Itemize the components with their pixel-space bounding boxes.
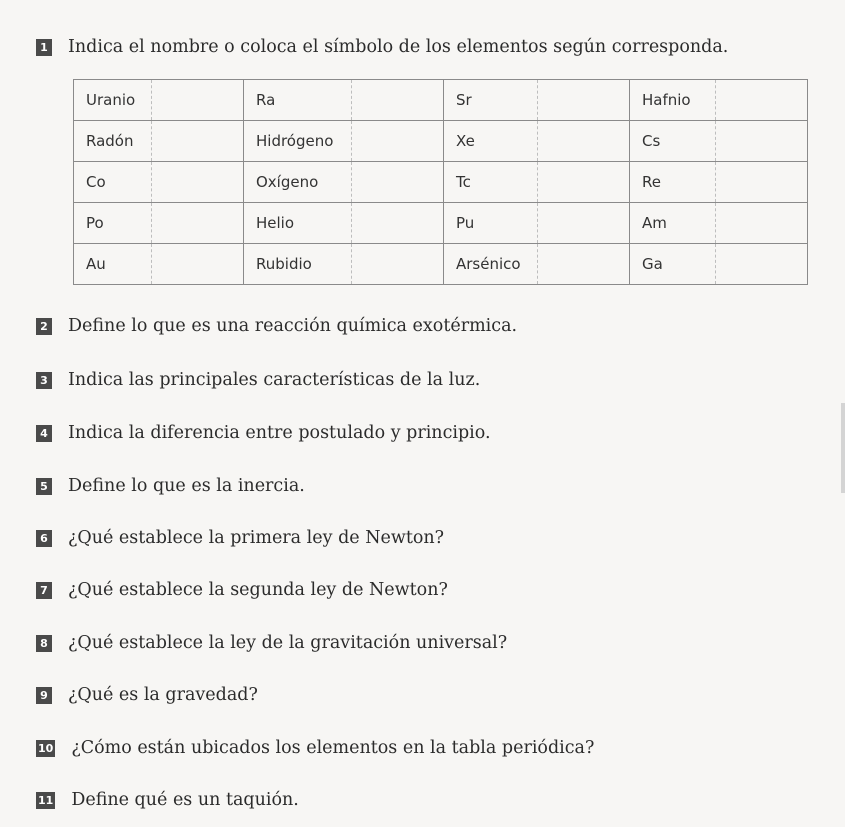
answer-cell[interactable] <box>716 80 808 121</box>
question-text: ¿Qué establece la ley de la gravitación universal? <box>68 633 508 653</box>
answer-cell[interactable] <box>716 162 808 203</box>
element-cell: Sr <box>444 80 538 121</box>
question-number-badge: 10 <box>38 741 54 755</box>
table-row <box>74 162 808 203</box>
question-number-badge: 6 <box>36 530 52 547</box>
question-text: ¿Qué es la gravedad? <box>68 685 258 705</box>
element-cell: Oxígeno <box>244 162 352 203</box>
answer-cell[interactable] <box>538 162 630 203</box>
answer-cell[interactable] <box>352 162 444 203</box>
question-3 <box>36 369 480 391</box>
answer-cell[interactable] <box>538 244 630 285</box>
answer-cell[interactable] <box>152 203 244 244</box>
element-cell: Uranio <box>74 80 152 121</box>
element-cell: Am <box>630 203 716 244</box>
question-number-badge: 1 <box>36 39 52 56</box>
element-cell: Pu <box>444 203 538 244</box>
question-text: ¿Qué establece la primera ley de Newton? <box>68 528 445 548</box>
question-number-badge: 5 <box>36 478 52 495</box>
question-number-badge: 11 <box>38 793 54 807</box>
question-text: Define qué es un taquión. <box>71 790 299 810</box>
question-text: ¿Qué establece la segunda ley de Newton? <box>68 580 448 600</box>
question-7 <box>36 579 448 601</box>
question-text: Define lo que es la inercia. <box>68 476 305 496</box>
element-cell: Po <box>74 203 152 244</box>
question-number-badge: 7 <box>36 582 52 599</box>
answer-cell[interactable] <box>352 244 444 285</box>
question-8 <box>36 632 507 654</box>
question-text: Define lo que es una reacción química exotérmica. <box>68 316 518 336</box>
element-cell: Cs <box>630 121 716 162</box>
element-cell: Hafnio <box>630 80 716 121</box>
element-cell: Ga <box>630 244 716 285</box>
answer-cell[interactable] <box>538 203 630 244</box>
element-cell: Xe <box>444 121 538 162</box>
element-cell: Re <box>630 162 716 203</box>
question-5 <box>36 475 305 497</box>
question-6 <box>36 527 444 549</box>
element-cell: Ra <box>244 80 352 121</box>
question-1 <box>36 36 728 58</box>
element-cell: Helio <box>244 203 352 244</box>
answer-cell[interactable] <box>538 80 630 121</box>
question-4 <box>36 422 491 444</box>
table-row <box>74 80 808 121</box>
table-row <box>74 203 808 244</box>
answer-cell[interactable] <box>152 80 244 121</box>
question-2 <box>36 315 517 337</box>
table-row <box>74 121 808 162</box>
answer-cell[interactable] <box>716 244 808 285</box>
question-9 <box>36 684 258 706</box>
answer-cell[interactable] <box>152 121 244 162</box>
element-cell: Au <box>74 244 152 285</box>
question-number-badge: 2 <box>36 318 52 335</box>
element-cell: Rubidio <box>244 244 352 285</box>
answer-cell[interactable] <box>352 203 444 244</box>
element-cell: Co <box>74 162 152 203</box>
element-cell: Arsénico <box>444 244 538 285</box>
answer-cell[interactable] <box>152 162 244 203</box>
page-edge-mark <box>841 403 845 493</box>
answer-cell[interactable] <box>538 121 630 162</box>
answer-cell[interactable] <box>716 121 808 162</box>
table-row <box>74 244 808 285</box>
answer-cell[interactable] <box>352 121 444 162</box>
question-text: Indica el nombre o coloca el símbolo de los elementos según corresponda. <box>68 37 729 57</box>
question-number-badge: 3 <box>36 372 52 389</box>
question-number-badge: 4 <box>36 425 52 442</box>
element-cell: Radón <box>74 121 152 162</box>
question-number-badge: 8 <box>36 635 52 652</box>
question-11 <box>36 789 299 811</box>
elements-table <box>73 79 808 285</box>
answer-cell[interactable] <box>152 244 244 285</box>
answer-cell[interactable] <box>716 203 808 244</box>
question-10 <box>36 737 594 759</box>
answer-cell[interactable] <box>352 80 444 121</box>
question-text: ¿Cómo están ubicados los elementos en la tabla periódica? <box>71 738 595 758</box>
element-cell: Hidrógeno <box>244 121 352 162</box>
question-text: Indica la diferencia entre postulado y principio. <box>68 423 491 443</box>
element-cell: Tc <box>444 162 538 203</box>
question-number-badge: 9 <box>36 687 52 704</box>
question-text: Indica las principales características de la luz. <box>68 370 481 390</box>
